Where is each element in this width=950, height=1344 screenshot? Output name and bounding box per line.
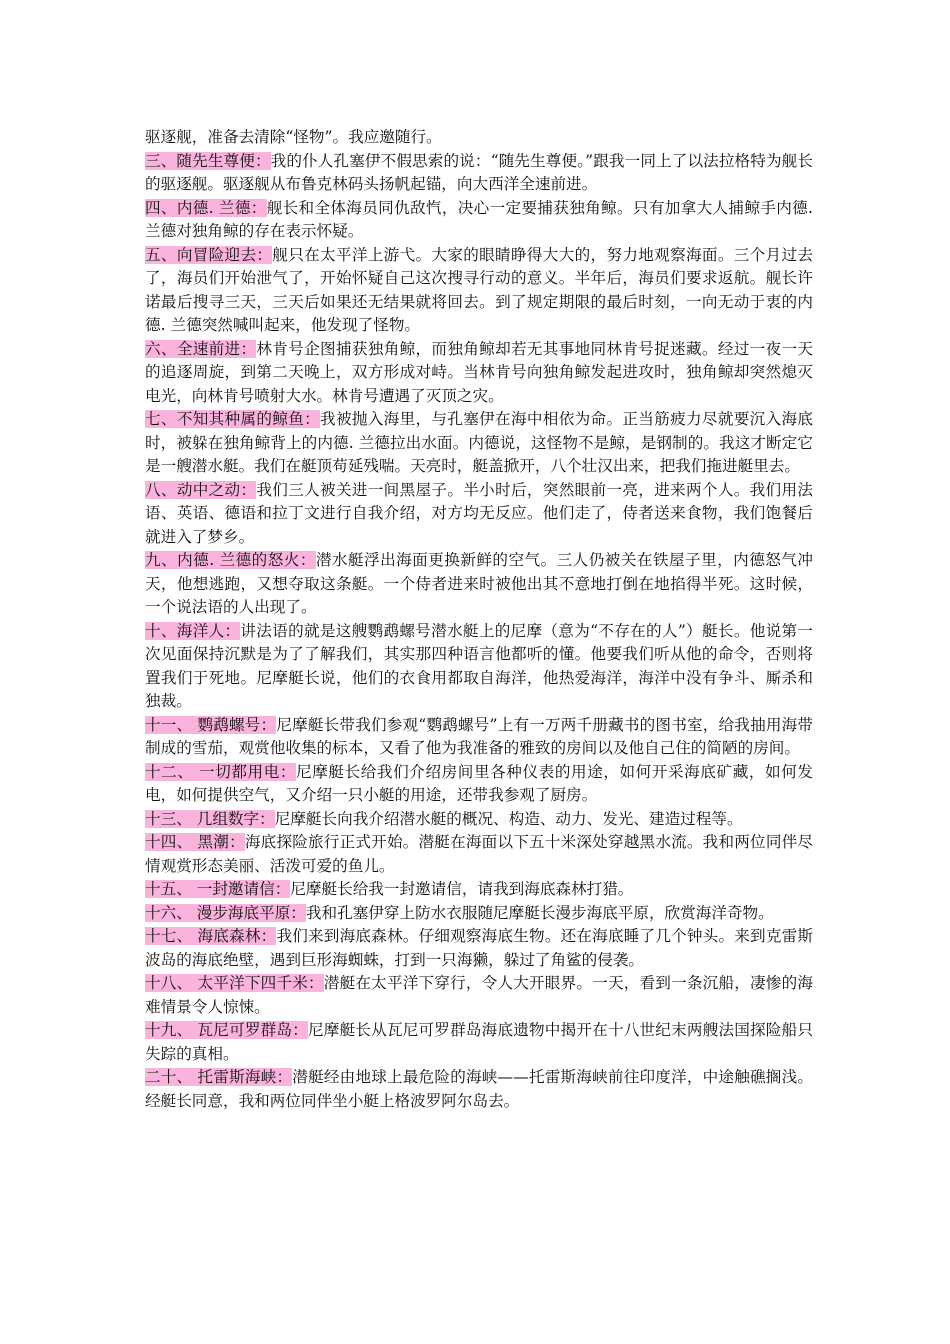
chapter-summary: 尼摩艇长向我介绍潜水艇的概况、构造、动力、发光、建造过程等。: [274, 809, 743, 828]
chapter-list: [145, 150, 813, 1114]
chapter-paragraph: [145, 761, 813, 808]
chapter-summary: 我们来到海底森林。仔细观察海底生物。还在海底睡了几个钟头。来到克雷斯波岛的海底绝壁，遇到巨形海蜘蛛，打到一只海獭，躲过了角鲨的侵袭。: [145, 927, 813, 969]
chapter-title: 十七、 海底森林：: [145, 927, 277, 945]
chapter-summary: 舰只在太平洋上游弋。大家的眼睛睁得大大的，努力地观察海面。三个月过去了，海员们开始泄气了，开始怀疑自己这次搜寻行动的意义。半年后，海员们要求返航。舰长许诺最后搜寻三天，三天后如果还无结果就将回去。到了规定期限的最后时刻，一向无动于衷的内德. 兰德突然喊叫起来，他发现了怪物。: [145, 245, 813, 334]
chapter-paragraph: [145, 925, 813, 972]
chapter-summary: 舰长和全体海员同仇敌忾，决心一定要捕获独角鲸。只有加拿大人捕鲸手内德. 兰德对独角鲸的存在表示怀疑。: [145, 198, 813, 240]
chapter-paragraph: [145, 902, 813, 926]
chapter-title: 十三、 几组数字：: [145, 809, 275, 828]
chapter-summary: 潜艇在太平洋下穿行，令人大开眼界。一天，看到一条沉船，凄惨的海难情景令人惊悚。: [145, 974, 813, 1016]
chapter-paragraph: [145, 150, 813, 197]
chapter-title: 四、内德. 兰德：: [145, 198, 267, 217]
chapter-paragraph: [145, 620, 813, 714]
chapter-paragraph: [145, 972, 813, 1019]
chapter-title: 十、海洋人：: [145, 621, 241, 640]
document-body: [145, 126, 813, 1113]
chapter-summary: 海底探险旅行正式开始。潜艇在海面以下五十米深处穿越黑水流。我和两位同伴尽情观赏形态美丽、活泼可爱的鱼儿。: [145, 833, 813, 875]
chapter-summary: 我的仆人孔塞伊不假思索的说：“随先生尊便。”跟我一同上了以法拉格特为舰长的驱逐舰。驱逐舰从布鲁克林码头扬帆起锚，向大西洋全速前进。: [145, 151, 813, 193]
chapter-title: 七、不知其种属的鲸鱼：: [145, 410, 321, 428]
chapter-title: 十六、 漫步海底平原：: [145, 903, 306, 922]
intro-text: 驱逐舰，准备去清除“怪物”。我应邀随行。: [145, 128, 442, 146]
intro-paragraph: [145, 126, 813, 150]
chapter-paragraph: [145, 197, 813, 244]
chapter-paragraph: [145, 244, 813, 338]
chapter-title: 八、动中之动：: [145, 480, 257, 499]
chapter-summary: 我被抛入海里，与孔塞伊在海中相依为命。正当筋疲力尽就要沉入海底时，被躲在独角鲸背上的内德. 兰德拉出水面。内德说，这怪物不是鲸，是钢制的。我这才断定它是一艘潜水艇。我们在艇顶苟延残喘。天亮时，艇盖掀开，八个壮汉出来，把我们拖进艇里去。: [145, 410, 813, 475]
chapter-paragraph: [145, 831, 813, 878]
chapter-paragraph: [145, 1019, 813, 1066]
chapter-title: 十二、 一切都用电：: [145, 762, 297, 781]
chapter-title: 五、向冒险迎去：: [145, 245, 273, 264]
chapter-summary: 林肯号企图捕获独角鲸，而独角鲸却若无其事地同林肯号捉迷藏。经过一夜一天的追逐周旋，到第二天晚上，双方形成对峙。当林肯号向独角鲸发起进攻时，独角鲸却突然熄灭电光，向林肯号喷射大水。林肯号遭遇了灭顶之灾。: [145, 339, 813, 405]
chapter-summary: 潜艇经由地球上最危险的海峡——托雷斯海峡前往印度洋，中途触礁搁浅。经艇长同意，我和两位同伴坐小艇上格波罗阿尔岛去。: [145, 1068, 813, 1110]
chapter-title: 十八、 太平洋下四千米：: [145, 974, 324, 992]
chapter-title: 二十、 托雷斯海峡：: [145, 1068, 293, 1086]
chapter-paragraph: [145, 1066, 813, 1113]
chapter-summary: 尼摩艇长给我一封邀请信，请我到海底森林打猎。: [290, 880, 634, 898]
chapter-title: 十五、 一封邀请信：: [145, 880, 291, 898]
chapter-paragraph: [145, 479, 813, 550]
chapter-title: 十四、 黑潮：: [145, 833, 245, 851]
chapter-title: 六、全速前进：: [145, 339, 257, 358]
chapter-summary: 我和孔塞伊穿上防水衣服随尼摩艇长漫步海底平原，欣赏海洋奇物。: [305, 903, 774, 922]
chapter-paragraph: [145, 408, 813, 479]
chapter-summary: 尼摩艇长给我们介绍房间里各种仪表的用途，如何开采海底矿藏，如何发电，如何提供空气，又介绍一只小艇的用途，还带我参观了厨房。: [145, 762, 813, 804]
chapter-title: 九、内德. 兰德的怒火：: [145, 551, 316, 569]
chapter-summary: 尼摩艇长从瓦尼可罗群岛海底遗物中揭开在十八世纪末两艘法国探险船只失踪的真相。: [145, 1021, 813, 1063]
chapter-paragraph: [145, 808, 813, 832]
chapter-summary: 潜水艇浮出海面更换新鲜的空气。三人仍被关在铁屋子里，内德怒气冲天，他想逃跑，又想夺取这条艇。一个侍者进来时被他出其不意地打倒在地掐得半死。这时候，一个说法语的人出现了。: [145, 551, 813, 616]
chapter-summary: 尼摩艇长带我们参观“鹦鹉螺号”上有一万两千册藏书的图书室，给我抽用海带制成的雪茄，观赏他收集的标本，又看了他为我准备的雅致的房间以及他自己住的简陋的房间。: [145, 715, 813, 757]
chapter-title: 十九、 瓦尼可罗群岛：: [145, 1021, 309, 1039]
chapter-paragraph: [145, 549, 813, 620]
chapter-summary: 我们三人被关进一间黑屋子。半小时后，突然眼前一亮，进来两个人。我们用法语、英语、德语和拉丁文进行自我介绍，对方均无反应。他们走了，侍者送来食物，我们饱餐后就进入了梦乡。: [145, 480, 813, 546]
chapter-summary: 讲法语的就是这艘鹦鹉螺号潜水艇上的尼摩（意为“不存在的人”）艇长。他说第一次见面保持沉默是为了了解我们，其实那四种语言他都听的懂。他要我们听从他的命令，否则将置我们于死地。尼摩艇长说，他们的衣食用都取自海洋，他热爱海洋，海洋中没有争斗、厮杀和独裁。: [145, 621, 813, 710]
chapter-title: 十一、 鹦鹉螺号：: [145, 715, 277, 734]
chapter-paragraph: [145, 878, 813, 902]
chapter-paragraph: [145, 714, 813, 761]
chapter-paragraph: [145, 338, 813, 409]
chapter-title: 三、随先生尊便：: [145, 151, 271, 170]
